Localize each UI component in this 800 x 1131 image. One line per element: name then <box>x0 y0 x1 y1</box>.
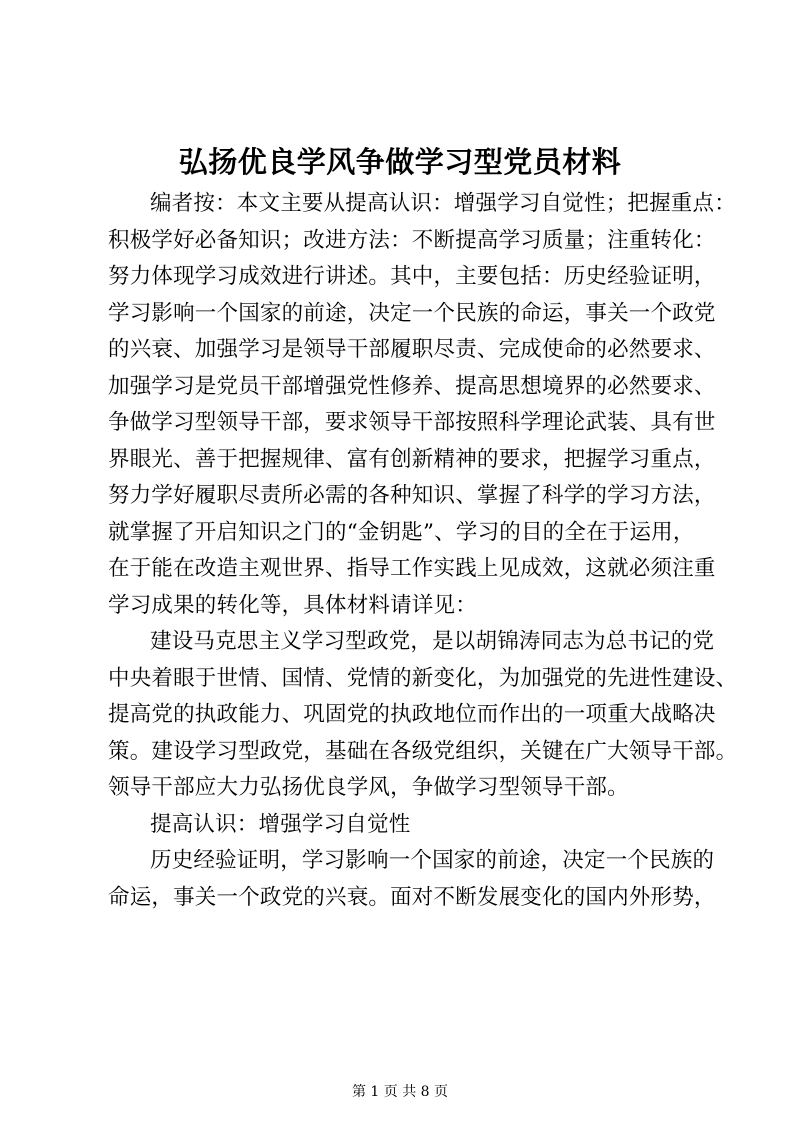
paragraph-line: 在于能在改造主观世界、指导工作实践上见成效，这就必须注重 <box>108 556 716 581</box>
paragraph-line: 努力体现学习成效进行讲述。其中，主要包括：历史经验证明， <box>108 264 716 289</box>
document-title: 弘扬优良学风争做学习型党员材料 <box>178 145 622 179</box>
paragraph-line: 历史经验证明，学习影响一个国家的前途，决定一个民族的 <box>150 848 715 873</box>
paragraph-line: 就掌握了开启知识之门的“金钥匙”、学习的目的全在于运用， <box>108 519 695 545</box>
paragraph-line: 编者按：本文主要从提高认识：增强学习自觉性；把握重点： <box>150 191 736 216</box>
paragraph-line: 领导干部应大力弘扬优良学风，争做学习型领导干部。 <box>108 775 629 800</box>
paragraph-line: 学习影响一个国家的前途，决定一个民族的命运，事关一个政党 <box>108 300 716 326</box>
paragraph-line: 争做学习型领导干部，要求领导干部按照科学理论武装、具有世 <box>108 410 716 435</box>
document-body <box>108 186 738 916</box>
paragraph-line: 的兴衰、加强学习是领导干部履职尽责、完成使命的必然要求、 <box>108 337 716 362</box>
paragraph-line: 加强学习是党员干部增强党性修养、提高思想境界的必然要求、 <box>108 373 716 399</box>
paragraph-line: 界眼光、善于把握规律、富有创新精神的要求，把握学习重点， <box>108 446 716 472</box>
paragraph-line: 积极学好必备知识；改进方法：不断提高学习质量；注重转化： <box>108 227 716 253</box>
paragraph-line: 策。建设学习型政党，基础在各级党组织，关键在广大领导干部。 <box>108 738 738 764</box>
page-number-footer: 第 1 页 共 8 页 <box>351 1084 449 1100</box>
paragraph-line: 命运，事关一个政党的兴衰。面对不断发展变化的国内外形势， <box>108 884 716 910</box>
paragraph-line: 中央着眼于世情、国情、党情的新变化，为加强党的先进性建设、 <box>108 665 738 691</box>
section-heading: 提高认识：增强学习自觉性 <box>150 811 411 837</box>
paragraph-line: 提高党的执政能力、巩固党的执政地位而作出的一项重大战略决 <box>108 702 716 727</box>
paragraph-line: 建设马克思主义学习型政党，是以胡锦涛同志为总书记的党 <box>150 629 715 654</box>
paragraph-line: 学习成果的转化等，具体材料请详见： <box>108 592 477 618</box>
paragraph-line: 努力学好履职尽责所必需的各种知识、掌握了科学的学习方法， <box>108 483 716 508</box>
